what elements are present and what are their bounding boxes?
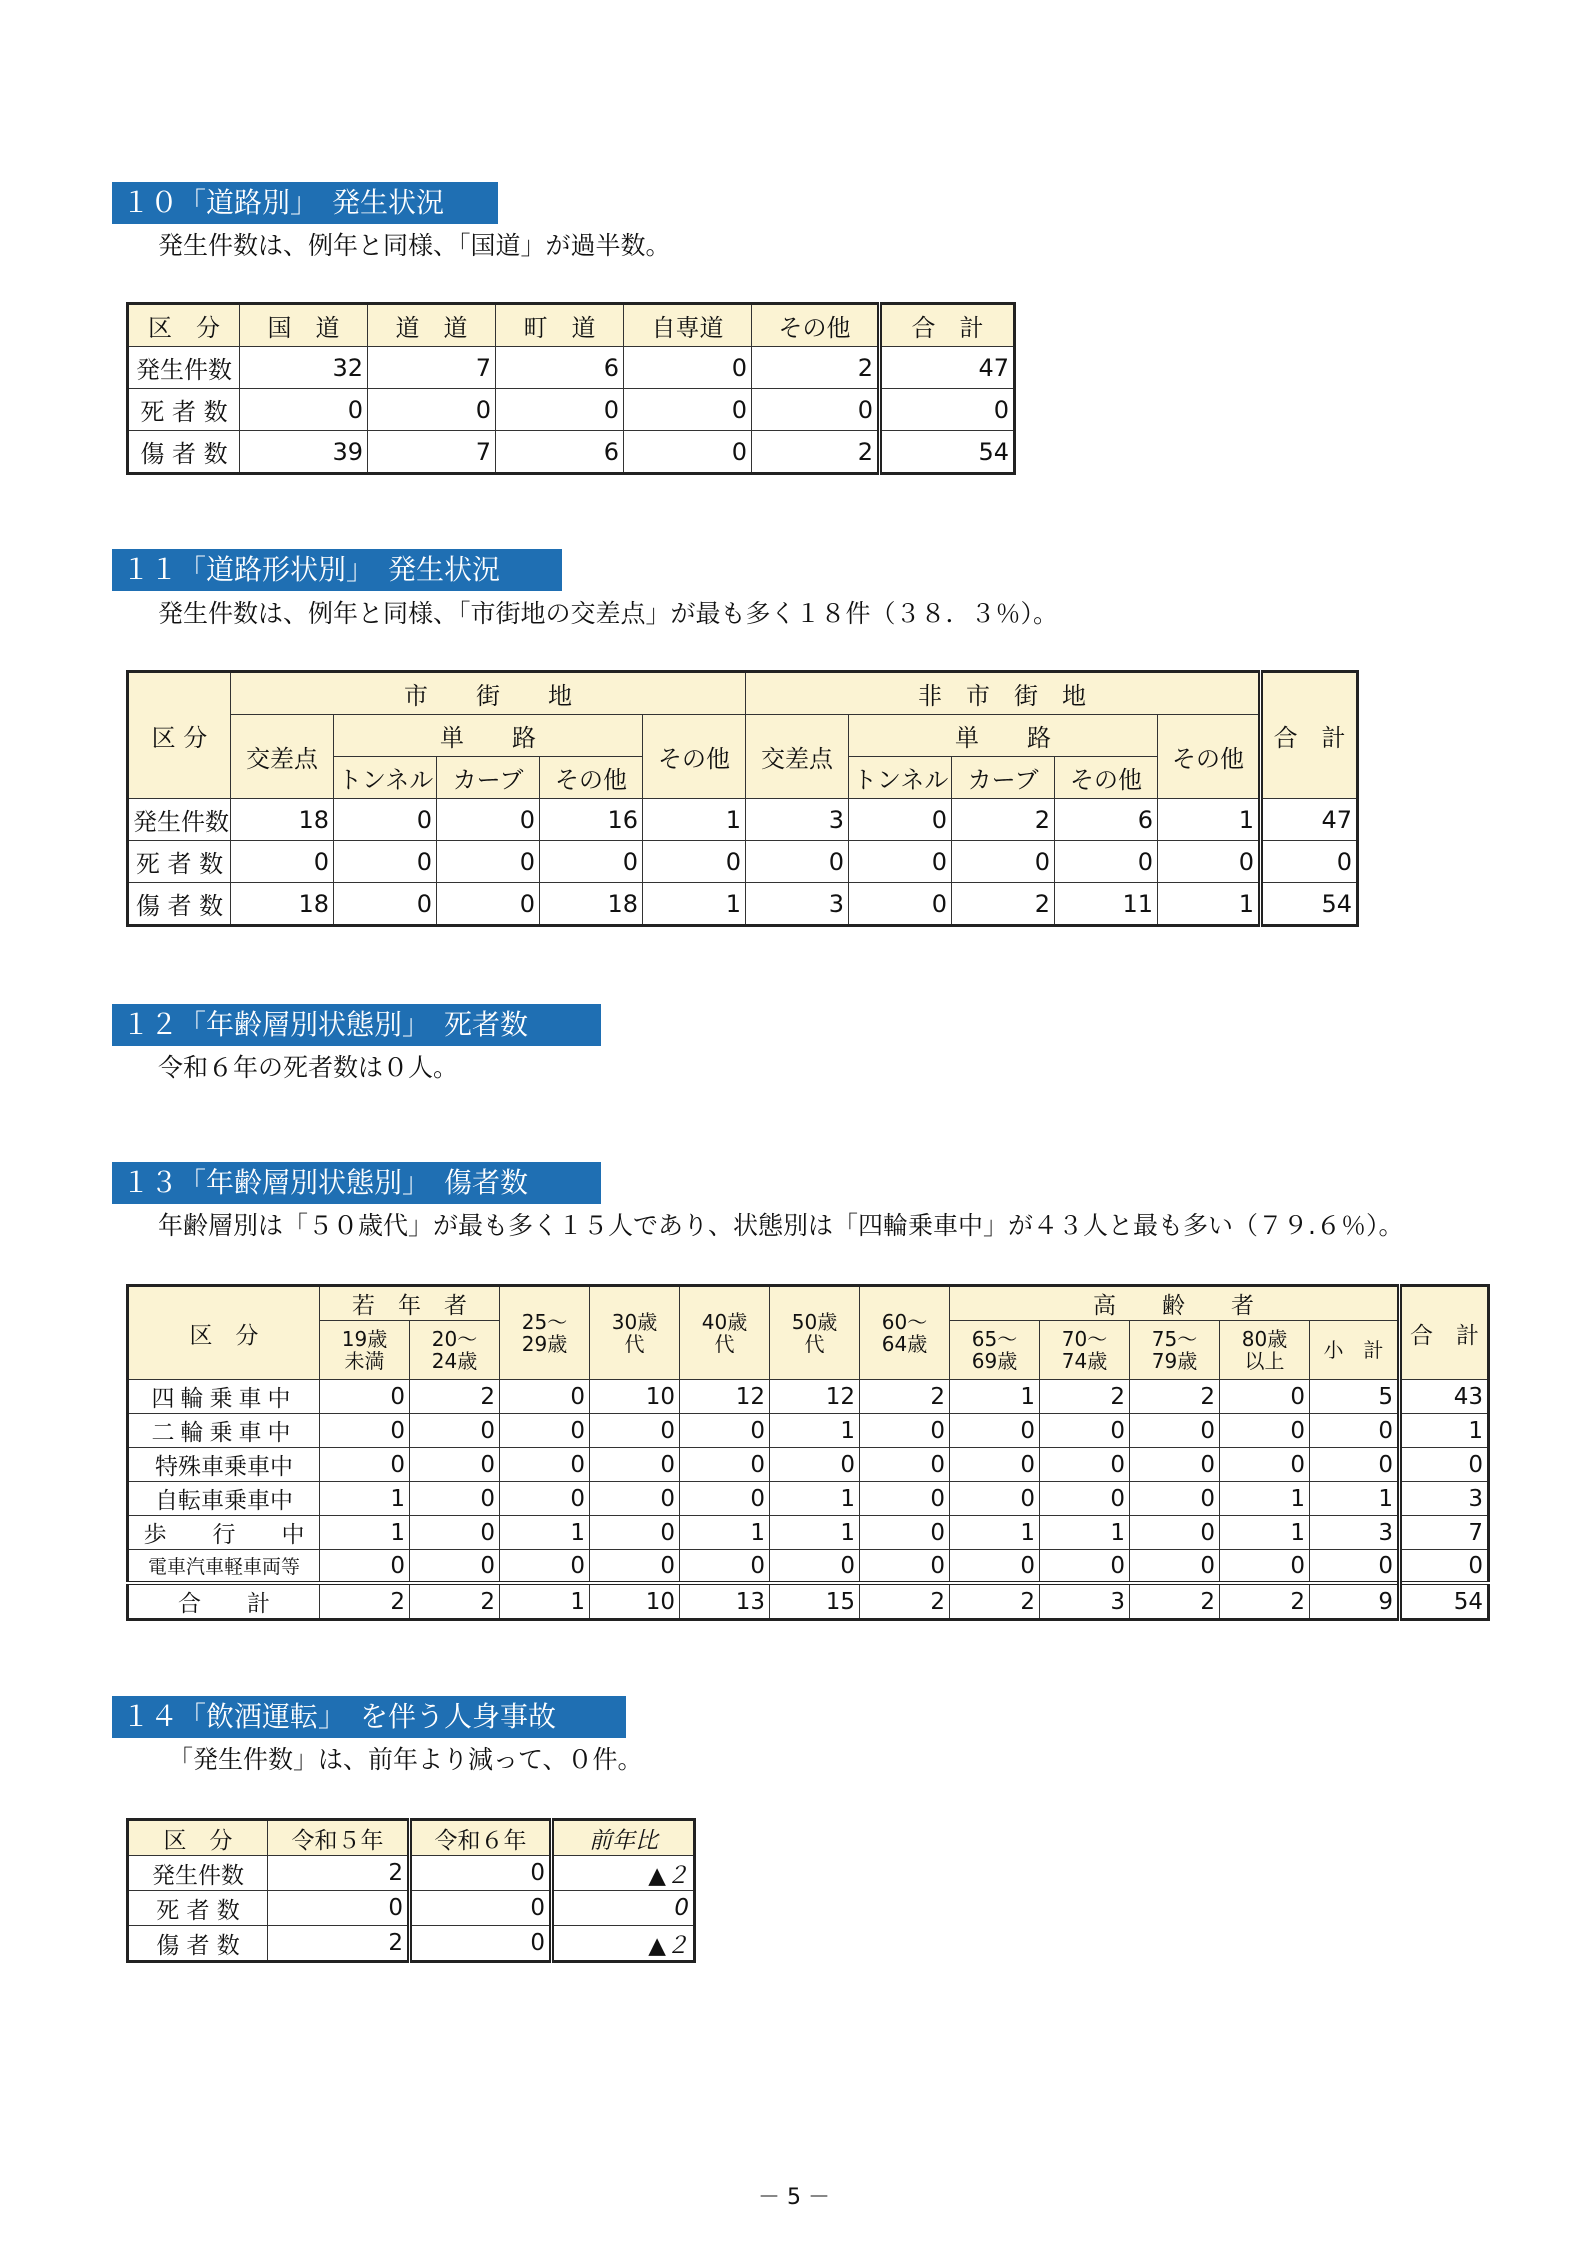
header-sub-other: その他 <box>540 757 643 799</box>
section-14-title: １４「飲酒運転」 を伴う人身事故 <box>112 1696 626 1738</box>
header-nonurban: 非 市 街 地 <box>746 672 1261 715</box>
table-row <box>128 1891 695 1926</box>
value-cell: 0 <box>1220 1414 1310 1448</box>
header-age-19: 19歳 未満 <box>320 1321 410 1380</box>
value-cell: 43 <box>1400 1380 1489 1414</box>
value-cell: 2 <box>410 1583 500 1620</box>
header-other: その他 <box>1158 715 1261 799</box>
value-cell: 0 <box>952 841 1055 883</box>
value-cell: 47 <box>1261 799 1358 841</box>
value-cell: 1 <box>770 1482 860 1516</box>
value-cell: ▲２ <box>552 1926 695 1962</box>
value-cell: 1 <box>320 1482 410 1516</box>
value-cell: 1 <box>950 1380 1040 1414</box>
row-label: 死 者 数 <box>128 841 231 883</box>
value-cell: 0 <box>1055 841 1158 883</box>
value-cell: 0 <box>752 389 880 431</box>
value-cell: 1 <box>770 1414 860 1448</box>
row-label: 四輪乗車中 <box>128 1380 320 1414</box>
value-cell: 0 <box>1220 1448 1310 1482</box>
row-label: 二輪乗車中 <box>128 1414 320 1448</box>
value-cell: 1 <box>500 1583 590 1620</box>
table-row <box>128 389 1015 431</box>
header-elderly: 高 齢 者 <box>950 1286 1400 1321</box>
value-cell: 0 <box>880 389 1015 431</box>
header-age-65: 65～ 69歳 <box>950 1321 1040 1380</box>
value-cell: 39 <box>240 431 368 474</box>
header-cell: その他 <box>752 304 880 347</box>
value-cell: 7 <box>1400 1516 1489 1550</box>
value-cell: 0 <box>1261 841 1358 883</box>
value-cell: 2 <box>1220 1583 1310 1620</box>
age-status-injured-table <box>126 1284 1490 1621</box>
value-cell: 2 <box>752 431 880 474</box>
value-cell: 0 <box>950 1482 1040 1516</box>
row-label: 電車汽車軽車両等 <box>128 1550 320 1584</box>
header-age-50: 50歳 代 <box>770 1286 860 1380</box>
value-cell: 0 <box>590 1482 680 1516</box>
value-cell: 0 <box>437 799 540 841</box>
value-cell: 2 <box>1130 1380 1220 1414</box>
header-total: 合 計 <box>1261 672 1358 799</box>
value-cell: 2 <box>952 883 1055 926</box>
value-cell: 0 <box>496 389 624 431</box>
value-cell: 3 <box>1400 1482 1489 1516</box>
section-12-title: １２「年齢層別状態別」 死者数 <box>112 1004 601 1046</box>
section-12-text: 令和６年の死者数は０人。 <box>158 1053 459 1082</box>
row-label: 発生件数 <box>128 1856 268 1891</box>
value-cell: 0 <box>590 1414 680 1448</box>
value-cell: 0 <box>1220 1380 1310 1414</box>
value-cell: 0 <box>1130 1516 1220 1550</box>
value-cell: 54 <box>880 431 1015 474</box>
total-row <box>128 1583 1489 1620</box>
row-label: 傷 者 数 <box>128 1926 268 1962</box>
value-cell: 1 <box>1220 1482 1310 1516</box>
value-cell: 1 <box>1158 799 1261 841</box>
value-cell: 7 <box>368 347 496 389</box>
value-cell: 1 <box>950 1516 1040 1550</box>
value-cell: 18 <box>231 799 334 841</box>
value-cell: 2 <box>950 1583 1040 1620</box>
drunk-driving-table <box>126 1818 696 1963</box>
value-cell: 0 <box>746 841 849 883</box>
header-subtotal: 小 計 <box>1310 1321 1400 1380</box>
value-cell: 1 <box>1400 1414 1489 1448</box>
header-age-40: 40歳 代 <box>680 1286 770 1380</box>
header-cell: 国 道 <box>240 304 368 347</box>
value-cell: 47 <box>880 347 1015 389</box>
value-cell: 0 <box>643 841 746 883</box>
header-age-20: 20～ 24歳 <box>410 1321 500 1380</box>
value-cell: 2 <box>1040 1380 1130 1414</box>
section-14-text: 「発生件数」は、前年より減って、０件。 <box>168 1745 643 1774</box>
value-cell: 1 <box>1220 1516 1310 1550</box>
value-cell: 0 <box>1400 1448 1489 1482</box>
value-cell: 2 <box>952 799 1055 841</box>
section-13-text: 年齢層別は「５０歳代」が最も多く１５人であり、状態別は「四輪乗車中」が４３人と最も多い（７９.６％）。 <box>158 1211 1404 1240</box>
value-cell: 0 <box>540 841 643 883</box>
value-cell: 0 <box>410 1482 500 1516</box>
value-cell: 0 <box>410 1414 500 1448</box>
value-cell: 3 <box>1310 1516 1400 1550</box>
table-row <box>128 883 1358 926</box>
header-single-road: 単 路 <box>849 715 1158 757</box>
value-cell: 9 <box>1310 1583 1400 1620</box>
table-row <box>128 841 1358 883</box>
value-cell: 0 <box>950 1448 1040 1482</box>
value-cell: 3 <box>1040 1583 1130 1620</box>
header-tunnel: トンネル <box>849 757 952 799</box>
header-age-80: 80歳 以上 <box>1220 1321 1310 1380</box>
value-cell: 1 <box>320 1516 410 1550</box>
table-row <box>128 347 1015 389</box>
header-age-30: 30歳 代 <box>590 1286 680 1380</box>
value-cell: 0 <box>590 1550 680 1584</box>
value-cell: 13 <box>680 1583 770 1620</box>
value-cell: 0 <box>231 841 334 883</box>
header-cell: 町 道 <box>496 304 624 347</box>
value-cell: 0 <box>1310 1414 1400 1448</box>
value-cell: 0 <box>680 1482 770 1516</box>
value-cell: 0 <box>1040 1448 1130 1482</box>
value-cell: 15 <box>770 1583 860 1620</box>
value-cell: 0 <box>320 1380 410 1414</box>
header-sub-other: その他 <box>1055 757 1158 799</box>
value-cell: 0 <box>1158 841 1261 883</box>
value-cell: 2 <box>268 1856 410 1891</box>
value-cell: 6 <box>496 431 624 474</box>
header-cell: 令和６年 <box>410 1820 552 1856</box>
value-cell: 6 <box>496 347 624 389</box>
value-cell: 0 <box>1400 1550 1489 1584</box>
value-cell: 0 <box>860 1448 950 1482</box>
value-cell: 0 <box>410 1448 500 1482</box>
value-cell: 0 <box>320 1550 410 1584</box>
value-cell: 0 <box>334 799 437 841</box>
value-cell: 0 <box>849 883 952 926</box>
value-cell: 0 <box>1310 1448 1400 1482</box>
value-cell: 0 <box>590 1516 680 1550</box>
value-cell: 0 <box>680 1414 770 1448</box>
value-cell: 0 <box>1040 1550 1130 1584</box>
value-cell: 0 <box>334 883 437 926</box>
header-cell: 自専道 <box>624 304 752 347</box>
value-cell: 0 <box>770 1448 860 1482</box>
value-cell: 7 <box>368 431 496 474</box>
header-curve: カーブ <box>437 757 540 799</box>
value-cell: 0 <box>410 1891 552 1926</box>
road-type-table <box>126 302 1016 475</box>
table-row <box>128 1516 1489 1550</box>
value-cell: 1 <box>770 1516 860 1550</box>
value-cell: 0 <box>624 389 752 431</box>
value-cell: 0 <box>410 1516 500 1550</box>
table-row <box>128 799 1358 841</box>
value-cell: 0 <box>268 1891 410 1926</box>
value-cell: 0 <box>1220 1550 1310 1584</box>
value-cell: 0 <box>240 389 368 431</box>
value-cell: 0 <box>950 1414 1040 1448</box>
value-cell: 0 <box>624 347 752 389</box>
row-label: 合 計 <box>128 1583 320 1620</box>
header-cell: 合 計 <box>880 304 1015 347</box>
value-cell: 0 <box>860 1550 950 1584</box>
value-cell: 0 <box>624 431 752 474</box>
value-cell: 54 <box>1400 1583 1489 1620</box>
value-cell: 0 <box>770 1550 860 1584</box>
value-cell: 18 <box>540 883 643 926</box>
row-label: 死 者 数 <box>128 1891 268 1926</box>
value-cell: 2 <box>860 1583 950 1620</box>
value-cell: 2 <box>752 347 880 389</box>
value-cell: 32 <box>240 347 368 389</box>
value-cell: 0 <box>849 799 952 841</box>
value-cell: 0 <box>590 1448 680 1482</box>
value-cell: 1 <box>643 883 746 926</box>
value-cell: 0 <box>680 1550 770 1584</box>
value-cell: 0 <box>320 1448 410 1482</box>
value-cell: 0 <box>680 1448 770 1482</box>
value-cell: 0 <box>849 841 952 883</box>
value-cell: 1 <box>680 1516 770 1550</box>
value-cell: 0 <box>320 1414 410 1448</box>
row-label: 発生件数 <box>128 347 240 389</box>
header-cell: 区 分 <box>128 304 240 347</box>
value-cell: 0 <box>437 841 540 883</box>
value-cell: 0 <box>500 1414 590 1448</box>
value-cell: 0 <box>1310 1550 1400 1584</box>
section-13-title: １３「年齢層別状態別」 傷者数 <box>112 1162 601 1204</box>
header-kubun: 区 分 <box>128 1286 320 1380</box>
header-age-70: 70～ 74歳 <box>1040 1321 1130 1380</box>
section-11-text: 発生件数は、例年と同様、「市街地の交差点」が最も多く１８件（３８．３％）。 <box>158 599 1059 628</box>
row-label: 発生件数 <box>128 799 231 841</box>
value-cell: 6 <box>1055 799 1158 841</box>
table-row <box>128 1550 1489 1584</box>
value-cell: ▲２ <box>552 1856 695 1891</box>
value-cell: 1 <box>1040 1516 1130 1550</box>
value-cell: 0 <box>860 1482 950 1516</box>
header-total: 合 計 <box>1400 1286 1489 1380</box>
header-single-road: 単 路 <box>334 715 643 757</box>
header-crossing: 交差点 <box>746 715 849 799</box>
value-cell: 54 <box>1261 883 1358 926</box>
value-cell: 10 <box>590 1583 680 1620</box>
value-cell: 1 <box>643 799 746 841</box>
value-cell: 0 <box>860 1516 950 1550</box>
value-cell: 10 <box>590 1380 680 1414</box>
value-cell: 3 <box>746 799 849 841</box>
value-cell: 12 <box>770 1380 860 1414</box>
value-cell: 11 <box>1055 883 1158 926</box>
header-kubun: 区 分 <box>128 672 231 799</box>
value-cell: 2 <box>860 1380 950 1414</box>
value-cell: 0 <box>1040 1414 1130 1448</box>
table-row <box>128 1380 1489 1414</box>
value-cell: 3 <box>746 883 849 926</box>
table-row <box>128 431 1015 474</box>
header-cell: 令和５年 <box>268 1820 410 1856</box>
header-cell: 区 分 <box>128 1820 268 1856</box>
value-cell: 0 <box>334 841 437 883</box>
value-cell: 16 <box>540 799 643 841</box>
value-cell: 1 <box>1310 1482 1400 1516</box>
page-number: － 5 － <box>758 2185 830 2210</box>
value-cell: 0 <box>1130 1482 1220 1516</box>
value-cell: 1 <box>500 1516 590 1550</box>
value-cell: 0 <box>410 1550 500 1584</box>
value-cell: 0 <box>368 389 496 431</box>
row-label: 傷 者 数 <box>128 431 240 474</box>
value-cell: 0 <box>1130 1550 1220 1584</box>
value-cell: 0 <box>500 1550 590 1584</box>
value-cell: 0 <box>950 1550 1040 1584</box>
value-cell: 0 <box>500 1380 590 1414</box>
header-other: その他 <box>643 715 746 799</box>
value-cell: 0 <box>500 1482 590 1516</box>
table-row <box>128 1926 695 1962</box>
header-age-75: 75～ 79歳 <box>1130 1321 1220 1380</box>
value-cell: 0 <box>1040 1482 1130 1516</box>
section-11-title: １１「道路形状別」 発生状況 <box>112 549 562 591</box>
value-cell: 0 <box>552 1891 695 1926</box>
row-label: 傷 者 数 <box>128 883 231 926</box>
row-label: 歩 行 中 <box>128 1516 320 1550</box>
value-cell: 0 <box>1130 1448 1220 1482</box>
header-tunnel: トンネル <box>334 757 437 799</box>
value-cell: 2 <box>410 1380 500 1414</box>
value-cell: 0 <box>410 1856 552 1891</box>
row-label: 自転車乗車中 <box>128 1482 320 1516</box>
section-10-text: 発生件数は、例年と同様、「国道」が過半数。 <box>158 231 671 260</box>
value-cell: 0 <box>1130 1414 1220 1448</box>
header-cell: 前年比 <box>552 1820 695 1856</box>
value-cell: 0 <box>500 1448 590 1482</box>
header-crossing: 交差点 <box>231 715 334 799</box>
value-cell: 2 <box>1130 1583 1220 1620</box>
table-row <box>128 1448 1489 1482</box>
table-row <box>128 1482 1489 1516</box>
value-cell: 0 <box>860 1414 950 1448</box>
value-cell: 18 <box>231 883 334 926</box>
value-cell: 2 <box>320 1583 410 1620</box>
value-cell: 2 <box>268 1926 410 1962</box>
value-cell: 0 <box>437 883 540 926</box>
value-cell: 5 <box>1310 1380 1400 1414</box>
header-age-60: 60～ 64歳 <box>860 1286 950 1380</box>
row-label: 特殊車乗車中 <box>128 1448 320 1482</box>
table-row <box>128 1414 1489 1448</box>
road-shape-table <box>126 670 1359 927</box>
row-label: 死 者 数 <box>128 389 240 431</box>
header-cell: 道 道 <box>368 304 496 347</box>
section-10-title: １０「道路別」 発生状況 <box>112 182 498 224</box>
value-cell: 0 <box>410 1926 552 1962</box>
value-cell: 12 <box>680 1380 770 1414</box>
header-young: 若 年 者 <box>320 1286 500 1321</box>
table-row <box>128 1856 695 1891</box>
header-age-25: 25～ 29歳 <box>500 1286 590 1380</box>
header-urban: 市 街 地 <box>231 672 746 715</box>
header-curve: カーブ <box>952 757 1055 799</box>
value-cell: 1 <box>1158 883 1261 926</box>
